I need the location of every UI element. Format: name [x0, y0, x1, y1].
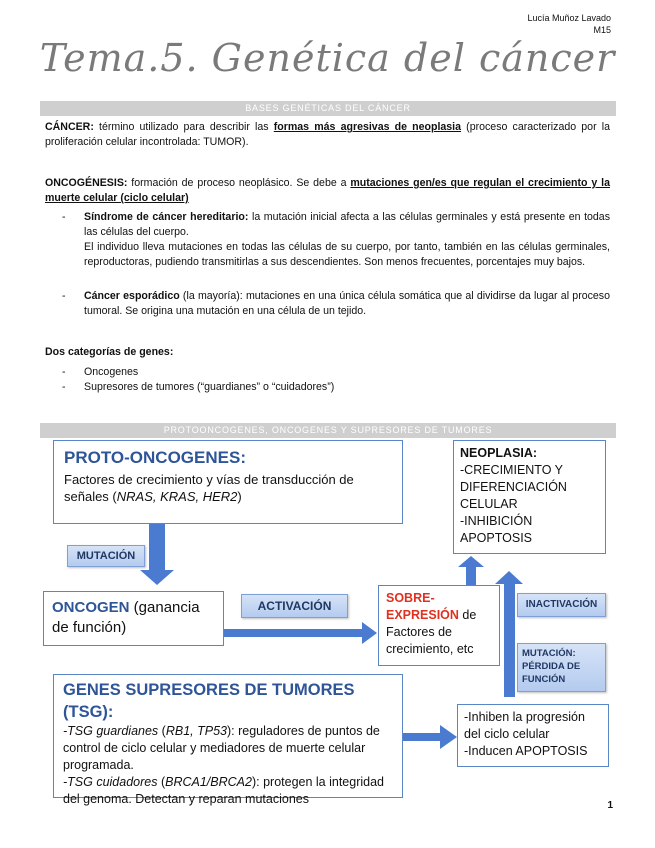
tsg-caretakers: [63, 774, 393, 808]
arrow-oncogen-right: [224, 622, 377, 644]
inhibition-line-1: -Inhiben la progresión del ciclo celular: [464, 710, 585, 741]
mutation-loss-label: MUTACIÓN: PÉRDIDA DE FUNCIÓN: [517, 643, 606, 692]
oncogen-text: [52, 598, 215, 638]
bullet-dash: -: [62, 211, 66, 223]
tsg-box: [53, 674, 403, 806]
section-band-bases: BASES GENÉTICAS DEL CÁNCER: [40, 101, 616, 116]
tsg-guardians-name: -TSG guardianes: [63, 724, 159, 738]
overexpression-red: SOBRE-EXPRESIÓN: [386, 591, 459, 622]
sporadic-term: Cáncer esporádico: [84, 290, 180, 302]
oncogen-subtitle: (ganancia de función): [52, 599, 200, 636]
overexpression-detail: de Factores de crecimiento, etc: [386, 608, 477, 656]
proto-oncogenes-box: [53, 440, 403, 524]
overexpression-box: [378, 585, 500, 666]
neoplasia-box: [453, 440, 606, 554]
tsg-caretakers-genes: BRCA1/BRCA2: [165, 775, 252, 789]
author-name: Lucía Muñoz Lavado: [527, 13, 611, 23]
tsg-guardians-text: ): reguladores de puntos de control de ciclo celular y mediadores de muerte celular programada.: [63, 724, 380, 772]
hereditary-detail: El individuo lleva mutaciones en todas las células de su cuerpo, por tanto, también en las células germinales, reproductoras, pudiendo transmitirlas a sus descendientes. Son menos frecuentes, porcentajes muy bajos.: [84, 241, 610, 268]
page-title: Tema.5. Genética del cáncer: [39, 36, 616, 80]
hereditary-term: Síndrome de cáncer hereditario:: [84, 211, 249, 223]
tsg-caretakers-paren: (: [157, 775, 166, 789]
overexpression-text: [386, 590, 492, 658]
bullet-dash: -: [62, 290, 66, 302]
cancer-term: CÁNCER:: [45, 121, 94, 133]
arrow-proto-down: [140, 523, 174, 585]
bullet-dash: -: [62, 366, 66, 378]
tsg-guardians-genes: RB1, TP53: [165, 724, 227, 738]
bullet-dash: -: [62, 381, 66, 393]
inhibition-box: [457, 704, 609, 767]
section-band-protooncogenes: PROTOONCOGENES, ONCOGENES Y SUPRESORES DE TUMORES: [40, 423, 616, 438]
tsg-guardians: [63, 723, 393, 774]
neoplasia-title: NEOPLASIA:: [460, 446, 538, 460]
hereditary-text: la mutación inicial afecta a las células germinales y está presente en todas las células del cuerpo.: [84, 211, 610, 238]
sporadic-text: (la mayoría): mutaciones en una única célula somática que al dividirse da lugar al proceso tumoral. Se origina una mutación en una célula de un tejido.: [84, 290, 610, 317]
gene-categories-label: Dos categorías de genes:: [45, 346, 174, 358]
mutation-label: MUTACIÓN: [67, 545, 145, 567]
inhibition-line-2: -Inducen APOPTOSIS: [464, 744, 588, 758]
proto-genes: NRAS, KRAS, HER2: [116, 489, 238, 504]
neoplasia-line-1: -CRECIMIENTO Y DIFERENCIACIÓN CELULAR: [460, 463, 567, 511]
proto-oncogenes-title: PROTO-ONCOGENES:: [64, 448, 246, 467]
tsg-caretakers-name: -TSG cuidadores: [63, 775, 158, 789]
inactivation-label: INACTIVACIÓN: [517, 593, 606, 617]
cancer-emphasis: formas más agresivas de neoplasia: [273, 121, 462, 133]
neoplasia-line-2: -INHIBICIÓN APOPTOSIS: [460, 514, 533, 545]
category-suppressors: Supresores de tumores (“guardianes” o “cuidadores”): [84, 381, 335, 393]
oncogenesis-text: formación de proceso neoplásico. Se debe a: [127, 177, 351, 189]
activation-label: ACTIVACIÓN: [241, 594, 348, 618]
proto-oncogenes-text: [64, 471, 392, 505]
tsg-guardians-paren: (: [158, 724, 166, 738]
oncogen-box: [43, 591, 224, 646]
cancer-text-1: término utilizado para describir las: [93, 121, 274, 133]
arrow-tsg-right: [403, 725, 457, 749]
category-oncogenes: Oncogenes: [84, 366, 139, 378]
course-code: M15: [593, 25, 611, 35]
oncogenesis-term: ONCOGÉNESIS:: [45, 177, 128, 189]
oncogenesis-emphasis: mutaciones gen/es que regulan el crecimiento y la muerte celular (ciclo celular): [45, 177, 610, 204]
arrow-sobre-up: [458, 556, 484, 585]
oncogen-title: ONCOGEN: [52, 599, 130, 616]
page-number: 1: [607, 800, 613, 811]
cancer-text-2: (proceso caracterizado por la proliferación celular incontrolada: TUMOR).: [45, 121, 610, 148]
tsg-title: GENES SUPRESORES DE TUMORES (TSG):: [63, 681, 355, 721]
tsg-caretakers-text: ): protegen la integridad del genoma. Detectan y reparan mutaciones: [63, 775, 384, 806]
proto-text-2: ): [237, 489, 242, 504]
proto-text-1: Factores de crecimiento y vías de transducción de señales (: [64, 472, 354, 504]
